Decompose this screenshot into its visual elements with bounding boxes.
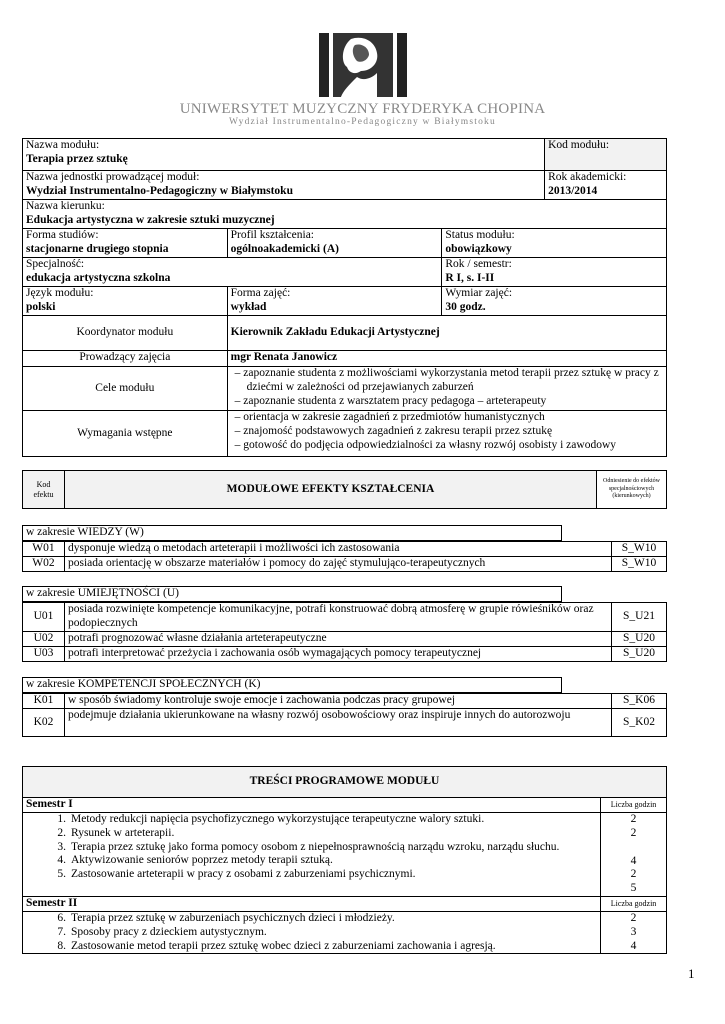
effect-ref: S_U21 [612,603,667,632]
topic-number: 1. [57,813,66,825]
effect-text: podejmuje działania ukierunkowane na własny rozwój osobowościowy oraz inspiruje innych do autorozwoju [64,709,611,737]
effect-code: K02 [23,709,65,737]
hours-cell [442,287,667,316]
class-form: wykład [230,300,267,313]
topic-text: Terapia przez sztukę jako forma pomocy osobom z niepełnosprawnością narządu wzroku, narządu słuchu. [71,840,560,853]
topic-hours: 2 [630,911,637,924]
field-name: Edukacja artystyczna w zakresie sztuki muzycznej [26,213,275,226]
requirement-item: – orientacja w zakresie zagadnień z przedmiotów humanistycznych [231,411,663,425]
social-table [22,693,667,737]
requirements-label: Wymagania wstępne [23,411,228,457]
effect-ref: S_K02 [612,709,667,737]
year-semester: R I, s. I-II [445,271,495,284]
effect-ref: S_U20 [612,631,667,646]
list-item [26,827,597,841]
spec-label: Specjalność: [26,258,85,270]
module-info-table [22,138,667,457]
effects-title: MODUŁOWE EFEKTY KSZTAŁCENIA [64,471,596,509]
module-language: polski [26,300,56,313]
hours-header: Liczba godzin [601,798,667,813]
lang-cell [23,287,228,316]
topic-number: 2. [57,826,66,839]
requirement-item: – znajomość podstawowych zagadnień z zakresu terapii przez sztukę [231,425,663,439]
topic-number: 5. [57,868,66,881]
class-hours: 30 godz. [445,300,486,313]
study-profile: ogólnoakademicki (A) [230,242,339,255]
classes-cell [227,287,442,316]
effect-ref: S_U20 [612,646,667,661]
hours-header: Liczba godzin [601,896,667,911]
topic-text: Sposoby pracy z dzieckiem autystycznym. [71,925,267,938]
effect-code: U03 [23,646,65,661]
list-item [26,940,597,954]
module-name-label: Nazwa modułu: [26,139,100,151]
table-row [23,603,667,632]
effect-text: potrafi interpretować przeżycia i zachowania osób wymagających pomocy terapeutycznej [64,646,611,661]
program-content-table [22,766,667,954]
effect-text: potrafi prognozować własne działania arteterapeutyczne [64,631,611,646]
effect-text: w sposób świadomy kontroluje swoje emocje i zachowania podczas pracy grupowej [64,694,611,709]
social-label: w zakresie KOMPETENCJI SPOŁECZNYCH (K) [23,678,562,693]
semester-cell [442,258,667,287]
module-code-label: Kod modułu: [548,139,610,151]
requirements-cell [227,411,666,457]
effect-code-header: Kod efektu [23,471,65,509]
topic-hours: 4 [630,854,637,867]
program-title: TREŚCI PROGRAMOWE MODUŁU [23,767,667,798]
goal-item: – zapoznanie studenta z warsztatem pracy pedagoga – arteterapeuty [231,395,663,409]
table-row [23,557,667,572]
lecturer-label: Prowadzący zajęcia [23,351,228,367]
lecturer: mgr Renata Janowicz [227,351,666,367]
topic-hours: 4 [630,939,637,952]
topic-number: 3. [57,840,66,853]
page-number: 1 [688,966,695,981]
effect-code: U01 [23,603,65,632]
topic-number: 4. [57,854,66,867]
list-item [26,868,597,882]
knowledge-label: w zakresie WIEDZY (W) [23,526,562,541]
table-row [23,709,667,737]
semester-2-label: Semestr II [23,896,601,911]
year-cell [545,171,667,200]
effect-text: dysponuje wiedzą o metodach arteterapii i możliwości ich zastosowania [64,542,611,557]
skills-table [22,602,667,662]
classes-label: Forma zajęć: [230,287,291,299]
form-label: Forma studiów: [26,229,99,241]
hours-label: Wymiar zajęć: [445,287,513,299]
faculty-name: Wydział Instrumentalno-Pedagogiczny w Białymstoku [229,117,496,127]
topic-hours: 2 [630,826,637,839]
university-name: UNIWERSYTET MUZYCZNY FRYDERYKA CHOPINA [179,101,546,117]
topic-number: 7. [57,925,66,938]
topic-text: Rysunek w arteterapii. [71,826,175,839]
module-name-cell [23,139,545,171]
topic-number: 8. [57,939,66,952]
topic-hours: 2 [630,813,637,825]
field-label: Nazwa kierunku: [26,200,105,212]
status-cell [442,229,667,258]
goals-label: Cele modułu [23,367,228,411]
effect-ref: S_K06 [612,694,667,709]
semester-1-topics [23,813,601,897]
topic-text: Terapia przez sztukę w zaburzeniach psychicznych dzieci i młodzieży. [71,911,395,924]
semester-2-topics [23,911,601,953]
effect-code: U02 [23,631,65,646]
knowledge-label-box [22,525,562,541]
semester-1-hours [601,813,667,897]
skills-label: w zakresie UMIEJĘTNOŚCI (U) [23,587,562,602]
effect-code: W01 [23,542,65,557]
year-label: Rok akademicki: [548,171,627,183]
lang-label: Język modułu: [26,287,94,299]
effect-text: posiada orientację w obszarze materiałów i pomocy do zajęć stymulująco-terapeutycznych [64,557,611,572]
topic-text: Zastosowanie metod terapii przez sztukę wobec dzieci z zaburzeniami zachowania i agresją. [71,939,496,952]
topic-hours: 5 [630,882,637,895]
coordinator-label: Koordynator modułu [23,316,228,351]
list-item [26,854,597,868]
topic-text: Aktywizowanie seniorów poprzez metody terapii sztuką. [71,854,333,867]
effect-ref: S_W10 [612,542,667,557]
academic-year: 2013/2014 [548,184,598,197]
list-item [26,841,597,855]
unit-name: Wydział Instrumentalno-Pedagogiczny w Białymstoku [26,184,293,197]
topic-text: Zastosowanie arteterapii w pracy z osobami z zaburzeniami psychicznymi. [71,868,416,881]
field-cell [23,200,667,229]
list-item [26,926,597,940]
table-row [23,646,667,661]
effect-code: W02 [23,557,65,572]
topic-text: Metody redukcji napięcia psychofizycznego wykorzystujące terapeutyczne walory sztuki. [71,813,485,825]
university-logo [319,33,407,97]
semester-1-label: Semestr I [23,798,601,813]
table-row [23,631,667,646]
topic-hours: 2 [630,868,637,881]
module-status: obowiązkowy [445,242,512,255]
profile-cell [227,229,442,258]
effect-ref: S_W10 [612,557,667,572]
requirement-item: – gotowość do podjęcia odpowiedzialności za własny rozwój osobisty i zawodowy [231,439,663,453]
semester-label: Rok / semestr: [445,258,512,270]
unit-label: Nazwa jednostki prowadzącej moduł: [26,171,200,183]
effect-code: K01 [23,694,65,709]
topic-number: 6. [57,911,66,924]
skills-label-box [22,586,562,602]
semester-2-hours [601,911,667,953]
table-row [23,542,667,557]
module-code-cell [545,139,667,171]
study-form: stacjonarne drugiego stopnia [26,242,169,255]
coordinator: Kierownik Zakładu Edukacji Artystycznej [227,316,666,351]
effects-header [22,470,667,509]
knowledge-table [22,541,667,572]
status-label: Status modułu: [445,229,515,241]
social-label-box [22,677,562,693]
unit-cell [23,171,545,200]
list-item [26,912,597,926]
table-row [23,694,667,709]
profile-label: Profil kształcenia: [230,229,315,241]
module-name: Terapia przez sztukę [26,152,128,165]
effects-ref-header: Odniesienie do efektów specjalnościowych (kierunkowych) [597,471,667,509]
form-cell [23,229,228,258]
specialization: edukacja artystyczna szkolna [26,271,171,284]
list-item [26,813,597,827]
topic-hours: 3 [630,925,637,938]
goal-item: – zapoznanie studenta z możliwościami wykorzystania metod terapii przez sztukę w pracy z dziećmi w zależności od przejawianych zaburzeń [231,367,663,395]
spec-cell [23,258,442,287]
effect-text: posiada rozwinięte kompetencje komunikacyjne, potrafi konstruować dobrą atmosferę w grupie rówieśników oraz podopiecznych [64,603,611,632]
goals-cell [227,367,666,411]
